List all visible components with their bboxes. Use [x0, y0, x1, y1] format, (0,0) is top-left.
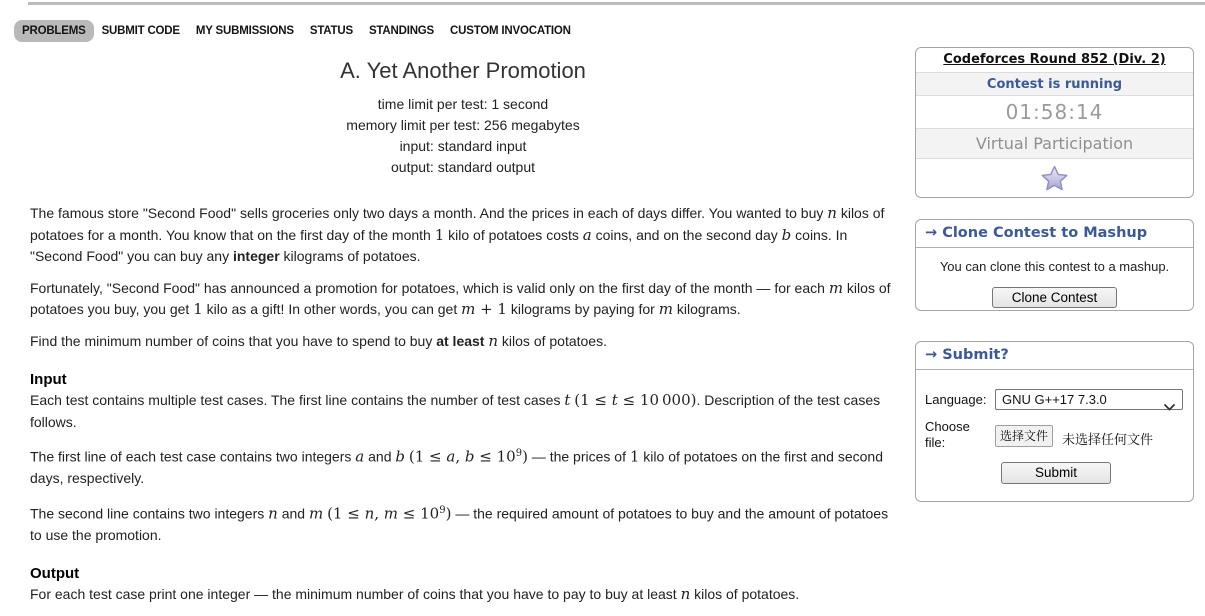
tab-custom-invocation[interactable]: CUSTOM INVOCATION	[450, 25, 571, 37]
input-paragraph: The second line contains two integers n and m (1 ≤ n, $m \le 10^9$) — the required amount of potatoes to buy and the amount of potatoes to use the promotion.	[30, 504, 889, 543]
memory-limit: memory limit per test: 256 megabytes	[346, 117, 580, 133]
time-limit: time limit per test: 1 second	[377, 96, 549, 112]
chevron-down-icon	[1164, 397, 1175, 416]
output-spec: output: standard output	[391, 159, 535, 175]
contest-title-row	[916, 48, 1193, 72]
output-section-title: Output	[30, 565, 80, 583]
clone-contest-button[interactable]: Clone Contest	[992, 287, 1117, 308]
output-paragraph: For each test case print one integer — the minimum number of coins that you have to pay to buy at least n kilos of potatoes.	[30, 585, 800, 604]
problem-statement	[30, 58, 896, 616]
submit-box-header: → Submit?	[916, 342, 1193, 370]
language-label: Language:	[925, 392, 987, 407]
clone-contest-box	[915, 219, 1194, 311]
choose-file-label: Choose file:	[925, 419, 970, 450]
input-paragraph: The first line of each test case contains two integers a and b (1 ≤ a, $b \le 10^9$) — the prices of 1 kilo of potatoes on the first and second days, respectively.	[30, 447, 884, 487]
clone-box-text: You can clone this contest to a mashup.	[939, 259, 1170, 274]
statement-paragraph: Find the minimum number of coins that you have to spend to buy at least n kilos of potatoes.	[30, 331, 607, 350]
star-icon[interactable]	[1041, 165, 1068, 191]
tab-problems[interactable]: PROBLEMS	[14, 20, 94, 42]
language-select[interactable]	[995, 389, 1183, 410]
input-spec: input: standard input	[399, 138, 527, 154]
contest-status: Contest is running	[916, 72, 1193, 96]
contest-timer: 01:58:14	[1005, 100, 1104, 124]
participation-mode: Virtual Participation	[916, 128, 1193, 159]
tab-standings[interactable]: STANDINGS	[368, 25, 435, 37]
submit-box	[915, 341, 1194, 502]
choose-file-button[interactable]: 选择文件	[995, 425, 1053, 447]
contest-info-box	[915, 47, 1194, 198]
problem-title: A. Yet Another Promotion	[340, 58, 586, 83]
clone-box-header: → Clone Contest to Mashup	[916, 220, 1193, 248]
statement-paragraph: The famous store "Second Food" sells groceries only two days a month. And the prices in each of days differ. You wanted to buy n kilos of potatoes for a month. You know that on the first day of the month 1 kilo of potatoes costs a coins, and on the second day b coins. In "Second Food" you can buy any integer kilograms of potatoes.	[30, 204, 885, 264]
contest-tab-bar	[14, 20, 579, 42]
file-status-text: 未选择任何文件	[1062, 432, 1154, 447]
statement-paragraph: Fortunately, "Second Food" has announced a promotion for potatoes, which is valid only on the first day of the month — for each m kilos of potatoes you buy, you get 1 kilo as a gift! In other words, you can get m + 1 kilograms by paying for m kilograms.	[30, 278, 891, 318]
contest-title-link[interactable]: Codeforces Round 852 (Div. 2)	[943, 52, 1166, 67]
input-paragraph: Each test contains multiple test cases. The first line contains the number of test cases t (1 ≤ t ≤ 10 000). Description of the test cases follows.	[30, 391, 881, 430]
tab-submit-code[interactable]: SUBMIT CODE	[101, 25, 180, 37]
submit-button[interactable]: Submit	[1001, 462, 1111, 484]
tab-status[interactable]: STATUS	[309, 25, 353, 37]
top-divider	[28, 2, 1205, 5]
language-selected-value: GNU G++17 7.3.0	[1002, 392, 1107, 407]
tab-my-submissions[interactable]: MY SUBMISSIONS	[195, 25, 294, 37]
input-section-title: Input	[30, 371, 67, 388]
